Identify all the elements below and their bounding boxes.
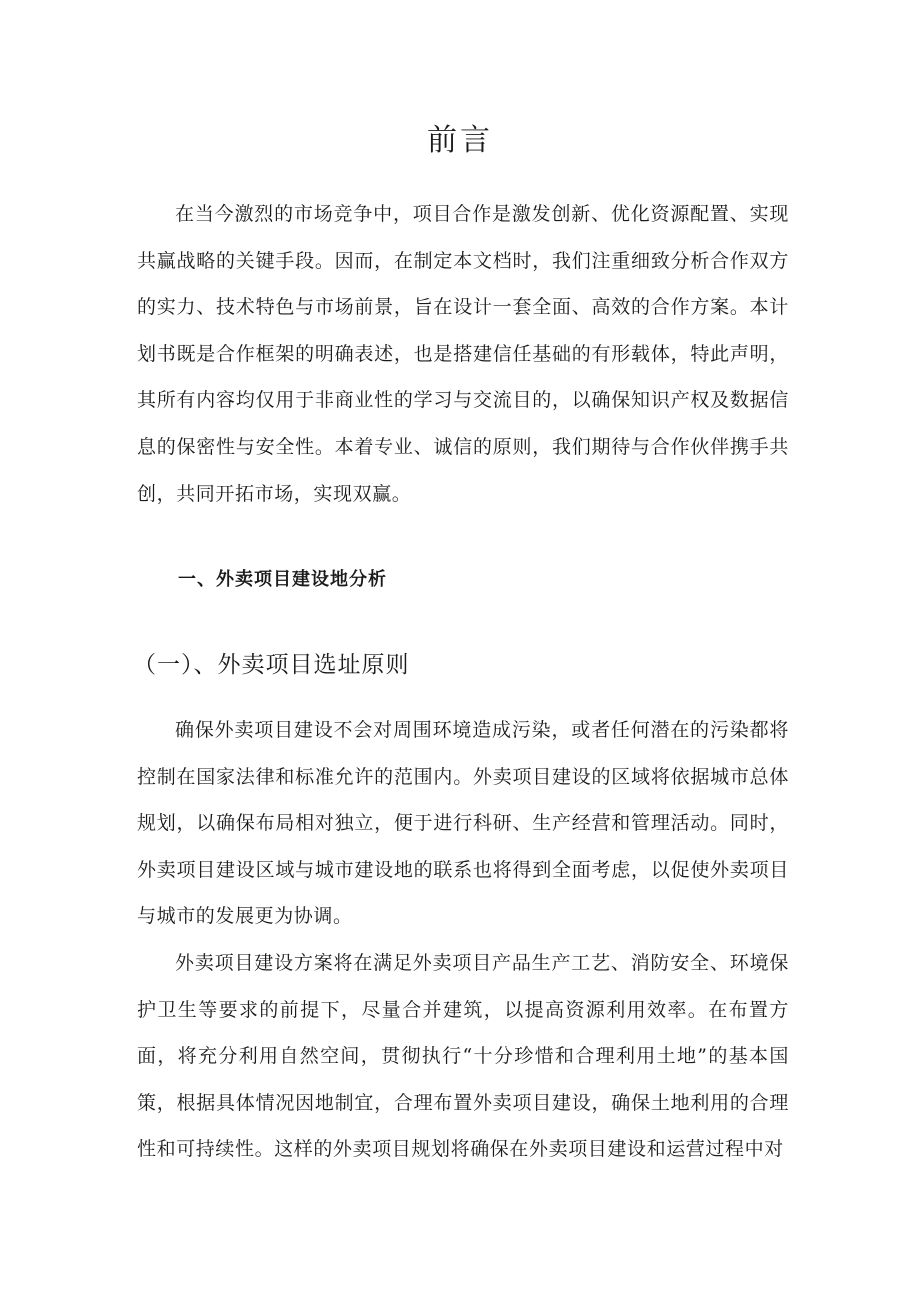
preface-paragraph: 在当今激烈的市场竞争中，项目合作是激发创新、优化资源配置、实现共赢战略的关键手段。因而，在制定本文档时，我们注重细致分析合作双方的实力、技术特色与市场前景，旨在设计一套全面、高效的合作方案。本计划书既是合作框架的明确表述，也是搭建信任基础的有形载体，特此声明，其所有内容均仅用于非商业性的学习与交流目的，以确保知识产权及数据信息的保密性与安全性。本着专业、诚信的原则，我们期待与合作伙伴携手共创，共同开拓市场，实现双赢。 [137,203,789,505]
body-paragraph: 确保外卖项目建设不会对周围环境造成污染，或者任何潜在的污染都将控制在国家法律和标准允许的范围内。外卖项目建设的区域将依据城市总体规划，以确保布局相对独立，便于进行科研、生产经营和管理活动。同时，外卖项目建设区域与城市建设地的联系也将得到全面考虑，以促使外卖项目与城市的发展更为协调。 [137,719,789,928]
subsection-heading: （一）、外卖项目选址原则 [133,652,410,678]
section-heading: 一、外卖项目建设地分析 [178,569,387,590]
body-paragraph: 外卖项目建设方案将在满足外卖项目产品生产工艺、消防安全、环境保护卫生等要求的前提下，尽量合并建筑，以提高资源利用效率。在布置方面，将充分利用自然空间，贯彻执行“十分珍惜和合理利用土地”的基本国策，根据具体情况因地制宜，合理布置外卖项目建设，确保土地利用的合理性和可持续性。这样的外卖项目规划将确保在外卖项目建设和运营过程中对 [137,952,789,1161]
page-title: 前言 [427,123,493,158]
